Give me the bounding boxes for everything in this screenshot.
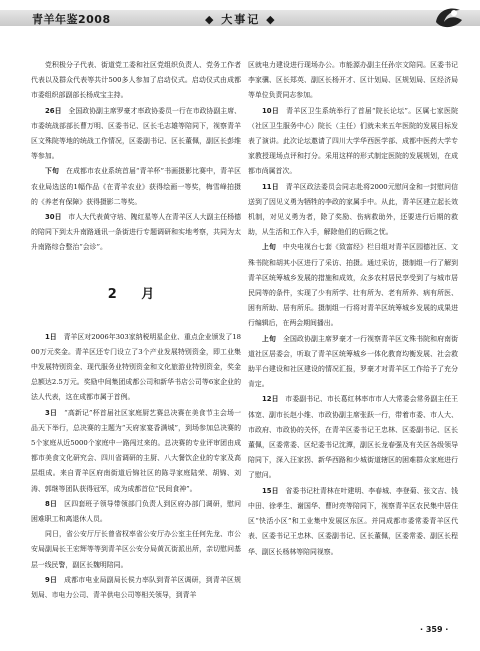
- yearbook-logo: [432, 2, 466, 32]
- entry-date: 上旬: [262, 243, 277, 252]
- month-heading: 2 月: [107, 286, 165, 302]
- paragraph: 26日 全国政协副主席罗豪才率政协委员一行在市政协副主席、市委统战部部长曹万明、区委书记、区长毛志雄等陪同下，视察青羊区文殊院等地的统战工作情况，区委副书记、区长董佩，副区长彭维等参加。: [31, 106, 242, 161]
- entry-date: 8日: [45, 499, 58, 508]
- paragraph: 党积极分子代表、街道党工委和社区党组织负责人、党务工作者代表以及群众代表等共计500多人参加了启动仪式。启动仪式由成都市委组织部副部长杨成宝主持。: [31, 61, 241, 100]
- paragraph: 15日 省委书记杜青林在叶建明、李春城、李登菊、张文吉、钱中田、徐孝生、谢国华、曹时亮等陪同下，视察青羊区农民集中居住区“快活小区”和工业集中发展区东区。并同成都市委常委青羊区代表、区委书记王忠林、区委副书记、区长董佩，区委常委、副区长程华、副区长杨林等陪同视察。: [248, 486, 459, 556]
- paragraph: 12日 市委副书记、市长葛红林率市市人大常委会常务副主任王体宽、副市长赵小维、市政协副主席张跃一行，带着市委、市人大、市政府、市政协的关怀，在青羊区委书记王忠林、区委副书记、区长董佩，区委常委、区纪委书记沈潭，副区长龙春强及有关区各级领导陪同下，深入汪家拐、新华西路和少城街道辖区的困难群众家庭进行了慰问。: [248, 395, 459, 480]
- paragraph: 区就电力建设进行现场办公。市能源办副主任孙宗文陪同。区委书记李家骥、区长郑英、副区长杨开才、区计划局、区规划局、区经济局等单位负责同志参加。: [248, 61, 458, 100]
- paragraph: 上旬 中央电视台七套《致富经》栏目组对青羊区园德社区、文殊书院和胡其小区进行了采访、拍摄。通过采访，摄制组一行了解到青羊区统筹城乡发展的措施和成效，众多农村居民享受到了与城市居民同等的条件，实现了少有所学、壮有所为、老有所养、病有所医、困有所助、居有所乐。摄制组一行将对青羊区统筹城乡发展的成果进行编辑后，在两会期间播出。: [248, 243, 459, 328]
- paragraph: 30日 市人大代表黄守培、隗红星等人在青羊区人大副主任杨德的陪同下到太升南路通讯一条街进行专题调研和实地考察，共同为太升南路综合整治“会诊”。: [31, 213, 242, 252]
- right-column: [248, 58, 458, 560]
- page-header: [0, 0, 480, 34]
- section-title: ◆ 大事记 ◆: [205, 13, 277, 26]
- yearbook-title: 青羊年鉴2008: [32, 13, 111, 26]
- entry-date: 26日: [45, 106, 62, 115]
- paragraph: 9日 成都市电业局副局长侯力率队到青羊区调研，到青羊区规划局、市电力公司、青羊供电公司等相关领导，到青羊: [31, 575, 242, 600]
- paragraph: 10日 青羊区卫生系统举行了首届“院长论坛”。区属七家医院（社区卫生服务中心）院长（主任）们就未来五年医院的发展目标发表了演讲。此次论坛邀请了四川大学华西医学部、成都中医药大学专家教授现场点评和打分。采用这样的形式制定医院的发展规划，在成都市尚属首次。: [248, 106, 459, 176]
- entry-date: 12日: [262, 395, 279, 404]
- entry-date: 11日: [262, 182, 279, 191]
- entry-date: 上旬: [262, 334, 277, 343]
- paragraph: 8日 区四套班子领导带领部门负责人到区府办部门调研，慰问困难职工和离退休人员。: [31, 499, 242, 524]
- entry-date: 10日: [262, 106, 280, 115]
- paragraph: 1日 青羊区对2006年303家纳税明星企业、重点企业颁发了1800万元奖金。青羊区还专门设立了3个产业发展特别资金，即工业集中发展特别资金、现代服务业特别资金和文化旅游业特别资金，奖金总额达2.5万元。奖励中间集团成都公司和新华书店公司等6家企业的法人代表，这在成都市属于首例。: [31, 332, 242, 402]
- left-column: [31, 58, 241, 603]
- paragraph: 3日 “高新记”杯首届社区家庭厨艺赛总决赛在美食节主会场一品天下举行，总决赛的主题为“天府家宴香满城”，到场参加总决赛的5个家庭从近5000个家庭中一路闯过来的。总决赛的专业评审团由成都市美食文化研究会、四川省调研的主厨、八大餐饮企业的专家及高层组成。来自青羊区府南街道后锦社区的陈寻家庭陆荣、胡锦、刘涛、郭继等团队获得冠军，成为成都首位“民间食神”。: [31, 408, 242, 493]
- entry-date: 1日: [45, 332, 57, 341]
- paragraph: 11日 青羊区政法委员会同志赴将2000元慰问金和一封慰问信送到了因见义勇为牺牲的李政的家属手中。从此，青羊区建立起长效机制，对见义勇为者，除了奖励、伤病救助外，还要进行后期的救助，从生活和工作入手，解除他们的后顾之忧。: [248, 182, 458, 237]
- entry-date: 30日: [45, 213, 62, 222]
- page-number: · 359 ·: [420, 625, 449, 634]
- paragraph: 同日，省公安厅厅长曾省权率省公安厅办公室主任何先龙、市公安局副局长王宏辉等等到青羊区公安分局黄瓦街派出所，亲切慰问基层一线民警，副区长魏明陪同。: [31, 530, 241, 569]
- entry-date: 3日: [45, 408, 58, 417]
- paragraph: 下旬 在成都市农业系统首届“青羊杯”书画摄影比赛中，青羊区农业局选送的1幅作品《在青羊农业》获得绘画一等奖，梅雪峰拍摄的《养老有保障》获得摄影二等奖。: [31, 167, 242, 206]
- entry-date: 9日: [45, 575, 58, 584]
- entry-date: 15日: [262, 486, 279, 495]
- entry-date: 下旬: [45, 167, 59, 176]
- paragraph: 上旬 全国政协副主席罗豪才一行视察青羊区文殊书院和府南街道社区居委会，听取了青羊区统筹城乡一体化教育均衡发展、社会救助平台建设和社区建设的情况汇报，罗豪才对青羊区工作给予了充分肯定。: [248, 334, 459, 389]
